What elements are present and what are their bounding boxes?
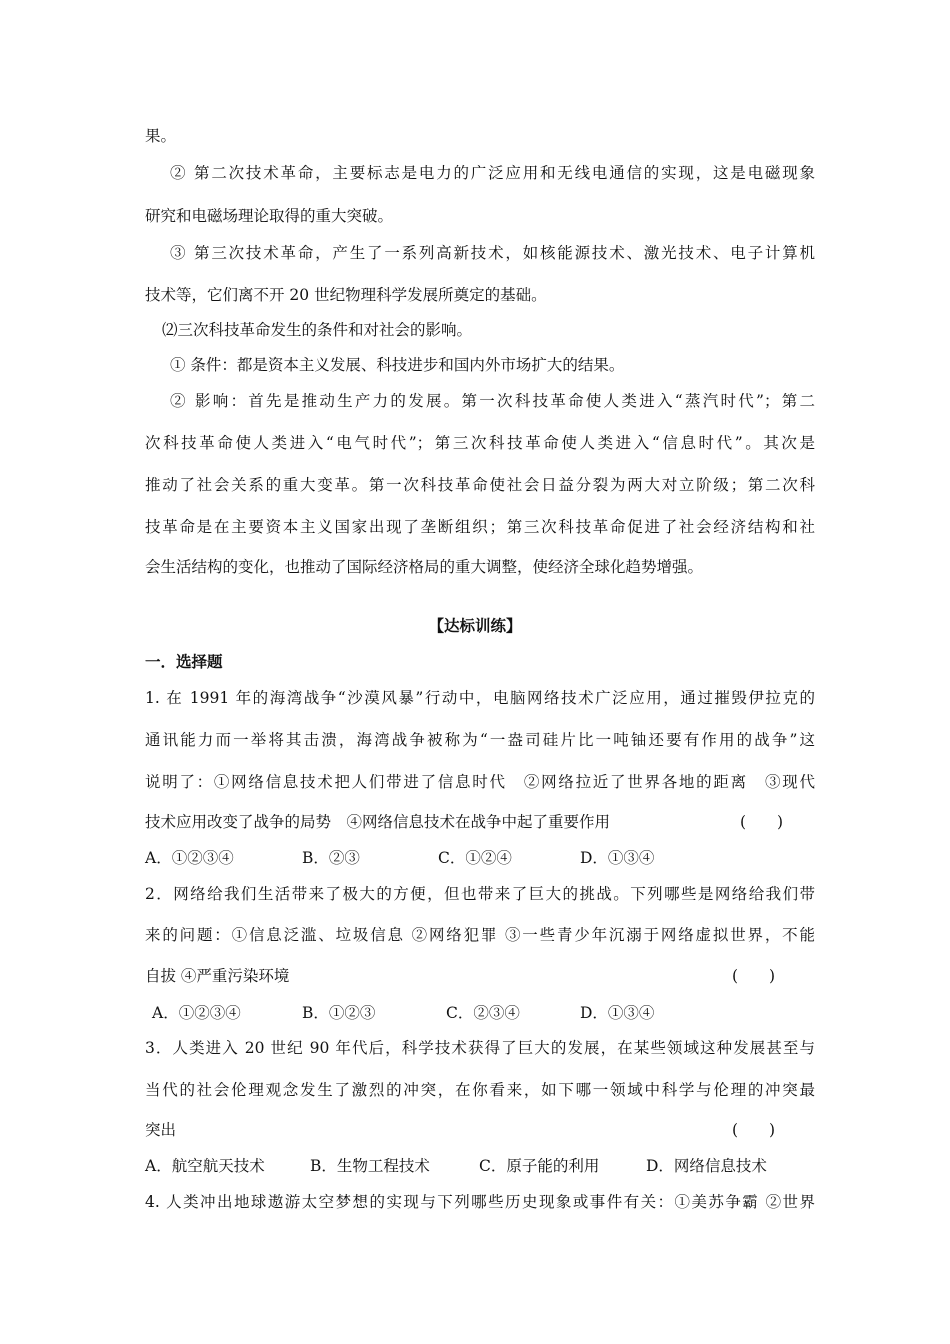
section-heading: 【达标训练】: [428, 616, 522, 635]
text-line: 果。: [145, 127, 177, 145]
section-title: 一．选择题: [145, 652, 223, 671]
option-b: B．②③: [302, 849, 360, 867]
question-1-text: 通讯能力而一举将其击溃，海湾战争被称为“一盎司硅片比一吨铀还要有作用的战争”这: [145, 731, 815, 749]
question-2-text: 来的问题：①信息泛滥、垃圾信息 ②网络犯罪 ③一些青少年沉溺于网络虚拟世界，不能: [145, 926, 815, 944]
text-line: ② 第二次技术革命，主要标志是电力的广泛应用和无线电通信的实现，这是电磁现象: [170, 164, 815, 182]
text-line: ⑵三次科技革命发生的条件和对社会的影响。: [162, 321, 473, 339]
answer-blank: ( ): [740, 813, 784, 831]
option-b: B．生物工程技术: [310, 1157, 430, 1175]
question-1-text: 技术应用改变了战争的局势 ④网络信息技术在战争中起了重要作用: [145, 813, 611, 831]
text-line: ③ 第三次技术革命，产生了一系列高新技术，如核能源技术、激光技术、电子计算机: [170, 244, 815, 262]
question-2-text: 2．网络给我们生活带来了极大的方便，但也带来了巨大的挑战。下列哪些是网络给我们带: [145, 885, 815, 903]
text-line: ① 条件：都是资本主义发展、科技进步和国内外市场扩大的结果。: [170, 356, 625, 374]
option-a: A．①②③④: [145, 849, 234, 867]
answer-blank: ( ): [732, 967, 776, 985]
text-line: 研究和电磁场理论取得的重大突破。: [145, 207, 394, 225]
question-1-text: 1. 在 1991 年的海湾战争“沙漠风暴”行动中，电脑网络技术广泛应用，通过摧毁伊拉克的: [145, 689, 815, 707]
option-a: A．①②③④: [152, 1004, 241, 1022]
text-line: ② 影响：首先是推动生产力的发展。第一次科技革命使人类进入“蒸汽时代”；第二: [170, 392, 815, 410]
question-4-text: 4. 人类冲出地球遨游太空梦想的实现与下列哪些历史现象或事件有关：①美苏争霸 ②世界: [145, 1193, 815, 1211]
option-d: D．网络信息技术: [646, 1157, 767, 1175]
option-a: A．航空航天技术: [145, 1157, 265, 1175]
option-b: B．①②③: [302, 1004, 376, 1022]
text-line: 次科技革命使人类进入“电气时代”；第三次科技革命使人类进入“信息时代”。其次是: [145, 434, 815, 452]
text-line: 技术等，它们离不开 20 世纪物理科学发展所奠定的基础。: [145, 286, 547, 304]
question-1-text: 说明了：①网络信息技术把人们带进了信息时代 ②网络拉近了世界各地的距离 ③现代: [145, 773, 815, 791]
option-d: D．①③④: [580, 1004, 655, 1022]
question-3-text: 3．人类进入 20 世纪 90 年代后，科学技术获得了巨大的发展，在某些领域这种发展甚至与: [145, 1039, 815, 1057]
text-line: 推动了社会关系的重大变革。第一次科技革命使社会日益分裂为两大对立阶级；第二次科: [145, 476, 815, 494]
question-2-text: 自拔 ④严重污染环境: [145, 967, 290, 985]
option-d: D．①③④: [580, 849, 655, 867]
option-c: C．②③④: [446, 1004, 520, 1022]
option-c: C．原子能的利用: [479, 1157, 600, 1175]
question-3-text: 当代的社会伦理观念发生了激烈的冲突，在你看来，如下哪一领域中科学与伦理的冲突最: [145, 1081, 815, 1099]
text-line: 会生活结构的变化，也推动了国际经济格局的重大调整，使经济全球化趋势增强。: [145, 558, 704, 576]
text-line: 技革命是在主要资本主义国家出现了垄断组织；第三次科技革命促进了社会经济结构和社: [145, 518, 815, 536]
answer-blank: ( ): [732, 1121, 776, 1139]
question-3-text: 突出: [145, 1121, 177, 1139]
option-c: C．①②④: [438, 849, 512, 867]
